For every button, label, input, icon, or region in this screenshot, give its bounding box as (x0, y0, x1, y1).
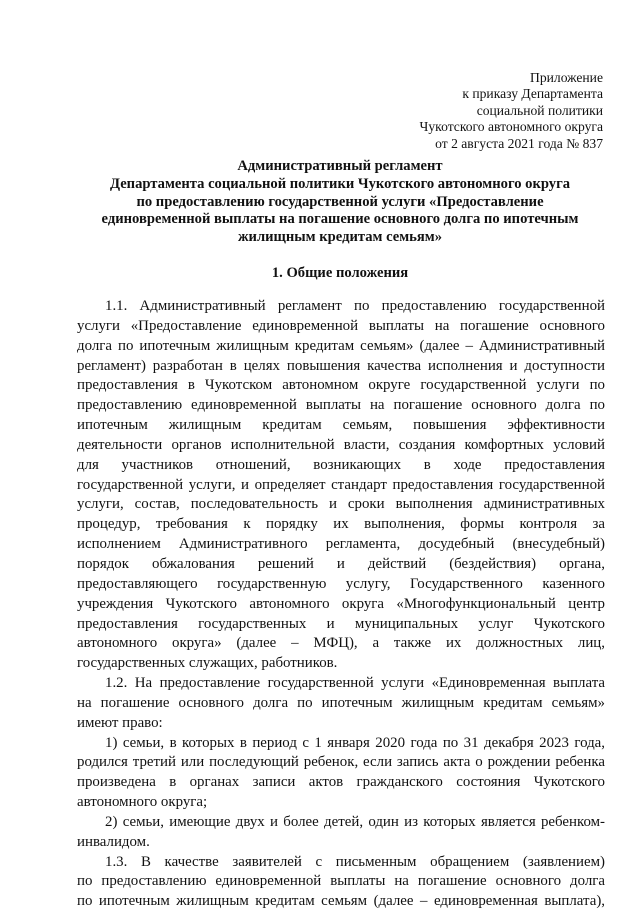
paragraph-line: произведена в органах записи актов гражданского состояния Чукотского (77, 774, 605, 791)
paragraph (77, 813, 605, 853)
appendix-line: от 2 августа 2021 года № 837 (435, 135, 603, 151)
paragraph-line: процедур, требования к порядку их выполнения, формы контроля за (77, 516, 605, 533)
paragraph-line: на погашение основного долга по ипотечным жилищным кредитам семьям» (77, 694, 605, 711)
paragraph-line: 1) семьи, в которых в период с 1 января 2020 года по 31 декабря 2023 года, (105, 734, 605, 751)
paragraph-line: имеют право: (77, 714, 163, 731)
paragraph-line: предоставления государственных и муниципальных услуг Чукотского (77, 615, 605, 632)
paragraph-line: автономного округа» (далее – МФЦ), а также их должностных лиц, (77, 635, 605, 652)
paragraph-line: предоставления в Чукотском автономном округе государственной услуги по (77, 377, 605, 394)
body-text (77, 297, 605, 912)
paragraph-line: государственных служащих, работников. (77, 655, 338, 672)
paragraph-line: 1.2. На предоставление государственной услуги «Единовременная выплата (105, 675, 605, 692)
paragraph (77, 853, 605, 912)
paragraph-line: по предоставлению единовременной выплаты на погашение основного долга (77, 873, 605, 890)
paragraph-line: деятельности органов исполнительной власти, создания комфортных условий (77, 436, 605, 453)
appendix-line: к приказу Департамента (462, 86, 603, 102)
paragraph-line: предоставлению единовременной выплаты на погашение основного долга по (77, 397, 605, 414)
paragraph-line: для участников отношений, возникающих в ходе предоставления (77, 456, 605, 473)
appendix-block (343, 70, 603, 152)
paragraph (77, 734, 605, 813)
paragraph-line: исполнением Административного регламента, досудебный (внесудебный) (77, 536, 605, 553)
paragraph-line: по ипотечным жилищным кредитам семьям (далее – единовременная выплата), (77, 893, 605, 910)
paragraph-line: услуги «Предоставление единовременной выплаты на погашение основного (77, 317, 605, 334)
paragraph (77, 674, 605, 734)
paragraph (77, 297, 605, 674)
title-line: жилищным кредитам семьям» (237, 229, 443, 246)
title-line: Департамента социальной политики Чукотского автономного округа (109, 175, 571, 192)
paragraph-line: родился третий или последующий ребенок, если запись акта о рождении ребенка (77, 754, 605, 771)
title-line: Административный регламент (237, 158, 443, 174)
paragraph-line: инвалидом. (77, 833, 150, 850)
title-line: единовременной выплаты на погашение основного долга по ипотечным (101, 211, 579, 228)
paragraph-line: учреждения Чукотского автономного округа «Многофункциональный центр (77, 595, 605, 612)
paragraph-line: предоставляющего государственную услугу, Государственного казенного (77, 575, 605, 592)
paragraph-line: услуги, состав, последовательность и сроки выполнения административных (77, 496, 605, 513)
paragraph-line: государственной услуги, и определяет стандарт предоставления государственной (77, 476, 605, 493)
document-title (70, 158, 610, 247)
paragraph-line: автономного округа; (77, 794, 208, 811)
paragraph-line: 2) семьи, имеющие двух и более детей, один из которых является ребенком- (105, 813, 605, 830)
paragraph-line: долга по ипотечным жилищным кредитам семьям» (далее – Административный (77, 337, 605, 354)
paragraph-line: 1.3. В качестве заявителей с письменным обращением (заявлением) (105, 853, 605, 870)
paragraph-line: порядок обжалования решений и действий (бездействия) органа, (77, 555, 605, 572)
appendix-line: социальной политики (476, 102, 603, 118)
section-heading: 1. Общие положения (271, 265, 409, 281)
paragraph-line: регламент) разработан в целях повышения качества исполнения и доступности (77, 357, 605, 374)
paragraph-line: ипотечным жилищным кредитам семьям, повышения эффективности (77, 417, 605, 434)
appendix-line: Чукотского автономного округа (419, 119, 603, 135)
appendix-line: Приложение (530, 70, 603, 85)
paragraph-line: 1.1. Административный регламент по предоставлению государственной (105, 298, 605, 314)
title-line: по предоставлению государственной услуги «Предоставление (136, 193, 544, 210)
